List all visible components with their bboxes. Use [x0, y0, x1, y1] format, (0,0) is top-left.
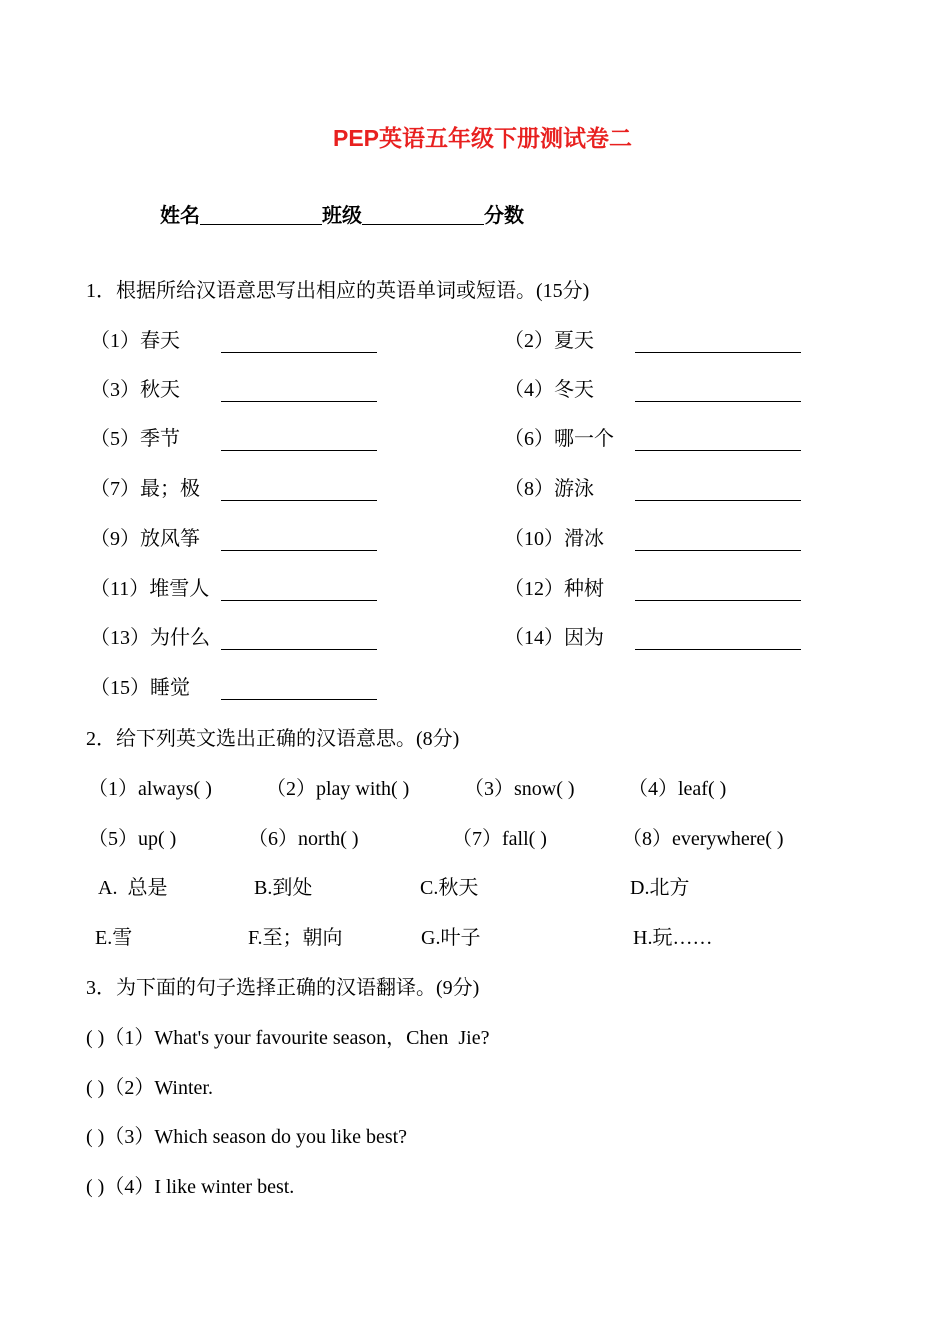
s1-answer-line-12 [635, 600, 801, 601]
s2-option-e: E.雪 [95, 927, 133, 949]
s1-answer-line-8 [635, 500, 801, 501]
s2-option-a: A. 总是 [98, 877, 168, 899]
s2-option-g: G.叶子 [421, 927, 481, 949]
s1-item-5: （5）季节 [90, 428, 180, 450]
s1-answer-line-1 [221, 352, 377, 353]
s2-option-f: F.至；朝向 [248, 927, 343, 949]
s1-answer-line-11 [221, 600, 377, 601]
s2-item-4: （4）leaf( ) [628, 778, 727, 800]
s2-item-1: （1）always( ) [88, 778, 212, 800]
s1-item-2: （2）夏天 [504, 330, 594, 352]
s1-item-3: （3）秋天 [90, 379, 180, 401]
s2-item-5: （5）up( ) [88, 828, 177, 850]
s1-item-15: （15）睡觉 [90, 677, 190, 699]
s1-answer-line-14 [635, 649, 801, 650]
s1-item-6: （6）哪一个 [504, 428, 614, 450]
section3-heading: 3．为下面的句子选择正确的汉语翻译。(9分) [86, 977, 480, 999]
s2-option-c: C.秋天 [420, 877, 479, 899]
s3-item-1: ( )（1）What's your favourite season，Chen Jie? [86, 1027, 490, 1049]
s1-answer-line-2 [635, 352, 801, 353]
page-title: PEP英语五年级下册测试卷二 [332, 125, 633, 151]
s1-item-1: （1）春天 [90, 330, 180, 352]
name-blank [200, 204, 322, 225]
s1-item-7: （7）最；极 [90, 478, 200, 500]
s1-item-9: （9）放风筝 [90, 528, 200, 550]
class-blank [362, 204, 484, 225]
s2-item-3: （3）snow( ) [464, 778, 575, 800]
name-label: 姓名 [160, 203, 200, 227]
s2-item-8: （8）everywhere( ) [622, 828, 784, 850]
s1-answer-line-6 [635, 450, 801, 451]
student-info-row [160, 204, 524, 225]
s3-item-2: ( )（2）Winter. [86, 1077, 213, 1099]
class-label: 班级 [322, 203, 362, 227]
s1-item-10: （10）滑冰 [504, 528, 604, 550]
s1-item-14: （14）因为 [504, 627, 604, 649]
s1-item-12: （12）种树 [504, 578, 604, 600]
s2-option-d: D.北方 [630, 877, 690, 899]
s1-answer-line-13 [221, 649, 377, 650]
s2-option-b: B.到处 [254, 877, 313, 899]
s1-item-4: （4）冬天 [504, 379, 594, 401]
s1-answer-line-3 [221, 401, 377, 402]
s3-item-4: ( )（4）I like winter best. [86, 1176, 295, 1198]
s3-item-3: ( )（3）Which season do you like best? [86, 1126, 408, 1148]
s2-item-6: （6）north( ) [248, 828, 359, 850]
s2-item-7: （7）fall( ) [452, 828, 547, 850]
s2-option-h: H.玩…… [633, 927, 713, 949]
s1-answer-line-10 [635, 550, 801, 551]
s1-item-11: （11）堆雪人 [90, 578, 210, 600]
s1-answer-line-7 [221, 500, 377, 501]
s1-item-13: （13）为什么 [90, 627, 210, 649]
s1-answer-line-15 [221, 699, 377, 700]
score-label: 分数 [484, 203, 524, 227]
section2-heading: 2．给下列英文选出正确的汉语意思。(8分) [86, 728, 460, 750]
s1-answer-line-4 [635, 401, 801, 402]
section1-heading: 1．根据所给汉语意思写出相应的英语单词或短语。(15分) [86, 280, 590, 302]
s1-answer-line-5 [221, 450, 377, 451]
s1-answer-line-9 [221, 550, 377, 551]
s1-item-8: （8）游泳 [504, 478, 594, 500]
s2-item-2: （2）play with( ) [266, 778, 410, 800]
